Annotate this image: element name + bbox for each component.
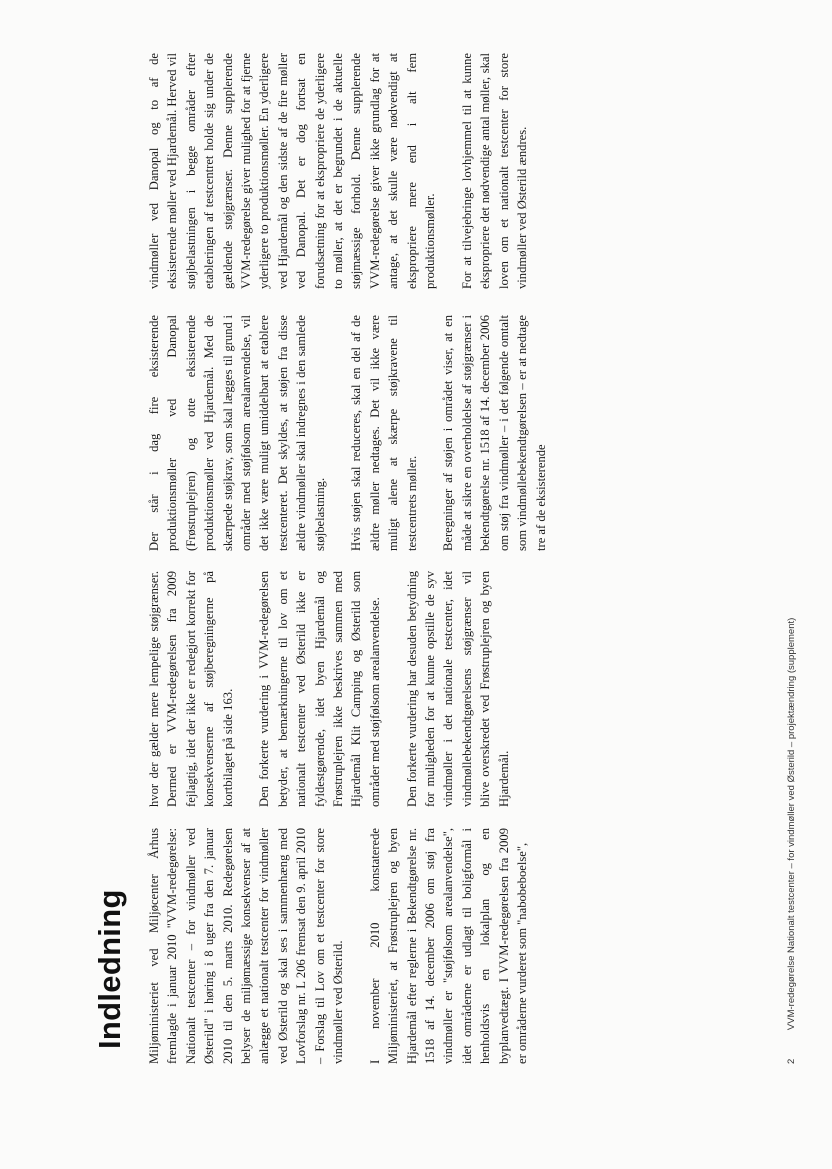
paragraph: Miljøministeriet ved Miljøcenter Århus fremlagde i januar 2010 "VVM-redegørelse: Nationalt testcenter – for vindmøller ved Østerild" i høring i 8 uger fra den 7. januar 2010 til den 5. marts 2010. Redegørelsen belyser de miljømæssige konsekvenser af at anlægge et nationalt testcenter for vindmøller ved Østerild og skal ses i sammenhæng med Lovforslag nr. L 206 fremsat den 9. april 2010 – Forslag til Lov om et testcenter for store vindmøller ved Østerild. [147, 828, 346, 1064]
page-title: Indledning [92, 889, 127, 1049]
paragraph: vindmøller ved Danopal og to af de eksisterende møller ved Hjardemål. Herved vil støjbelastningen i begge områder efter etableringen af testcentret holde sig under de gældende støjgrænser. Denne supplerende VVM-redegørelse giver mulighed for at fjerne yderligere to produktionsmøller. En yderligere ved Hjardemål og den sidste af de fire møller ved Danopal. Det er dog fortsat en forudsætning for at ekspropriere de yderligere to møller, at det er begrundet i de aktuelle støjmæssige forhold. Denne supplerende VVM-redegørelse giver ikke grundlag for at antage, at det skulle være nødvendigt at ekspropriere mere end i alt fem produktionsmøller. [147, 53, 438, 289]
paragraph: Der står i dag fire eksisterende produktionsmøller ved Danopal (Frøstruplejren) og otte eksisterende produktionsmøller ved Hjardemål. Med de skærpede støjkrav, som skal lægges til grund i områder med støjfølsom arealanvendelse, vil det ikke være muligt umiddelbart at etablere testcenteret. Det skyldes, at støjen fra disse ældre vindmøller skal indregnes i den samlede støjbelastning. [147, 315, 327, 551]
text-column-3 [145, 315, 568, 551]
paragraph: Beregninger af støjen i området viser, at en måde at sikre en overholdelse af støjgrænser i bekendtgørelse nr. 1518 af 14. december 2006 om støj fra vindmøller – i det følgende omtalt som vindmøllebekendtgørelsen – er at nedtage tre af de eksisterende [441, 315, 548, 551]
paragraph: Den forkerte vurdering har desuden betydning for muligheden for at kunne opstille de syv vindmøller i det nationale testcenter, idet vindmøllebekendtgørelsens støjgrænser vil blive overskredet ved Frøstruplejren og byen Hjardemål. [404, 571, 511, 807]
paragraph: Den forkerte vurdering i VVM-redegørelsen betyder, at bemærkningerne til lov om et nationalt testcenter ved Østerild ikke er fyldestgørende, idet byen Hjardemål og Frøstruplejren ikke beskrives sammen med Hjardemål Klit Camping og Østerild som områder med støjfølsom arealanvendelse. [257, 571, 382, 807]
text-column-1 [145, 828, 550, 1064]
page-number: 2 [786, 1058, 797, 1064]
text-column-4 [145, 53, 550, 289]
paragraph: I november 2010 konstaterede Miljøministeriet, at Frøstruplejren og byen Hjardemål efter reglerne i Bekendtgørelse nr. 1518 af 14. december 2006 om støj fra vindmøller er "støjfølsom arealanvendelse", idet områderne er udlagt til boligformål i henholdsvis en lokalplan og en byplanvedtægt. I VVM-redegørelsen fra 2009 er områderne vurderet som "nabobeboelse", [367, 828, 530, 1064]
footer-text: VVM-redegørelse Nationalt testcenter – for vindmøller ved Østerild – projektændring (supplement) [786, 617, 797, 1031]
text-column-2 [145, 571, 531, 807]
page-footer [786, 618, 797, 1064]
paragraph: Hvis støjen skal reduceres, skal en del af de ældre møller nedtages. Det vil ikke være muligt alene at skærpe støjkravene til testcentrets møller. [349, 315, 419, 551]
paragraph: hvor der gælder mere lempelige støjgrænser. Dermed er VVM-redegørelsen fra 2009 fejlagtig, idet der ikke er redegjort korrekt for konsekvenserne af støjberegningerne på kortbilaget på side 163. [147, 571, 235, 807]
paragraph: For at tilvejebringe lovhjemmel til at kunne ekspropriere det nødvendige antal møller, skal loven om et nationalt testcenter for store vindmøller ved Østerild ændres. [459, 53, 530, 289]
